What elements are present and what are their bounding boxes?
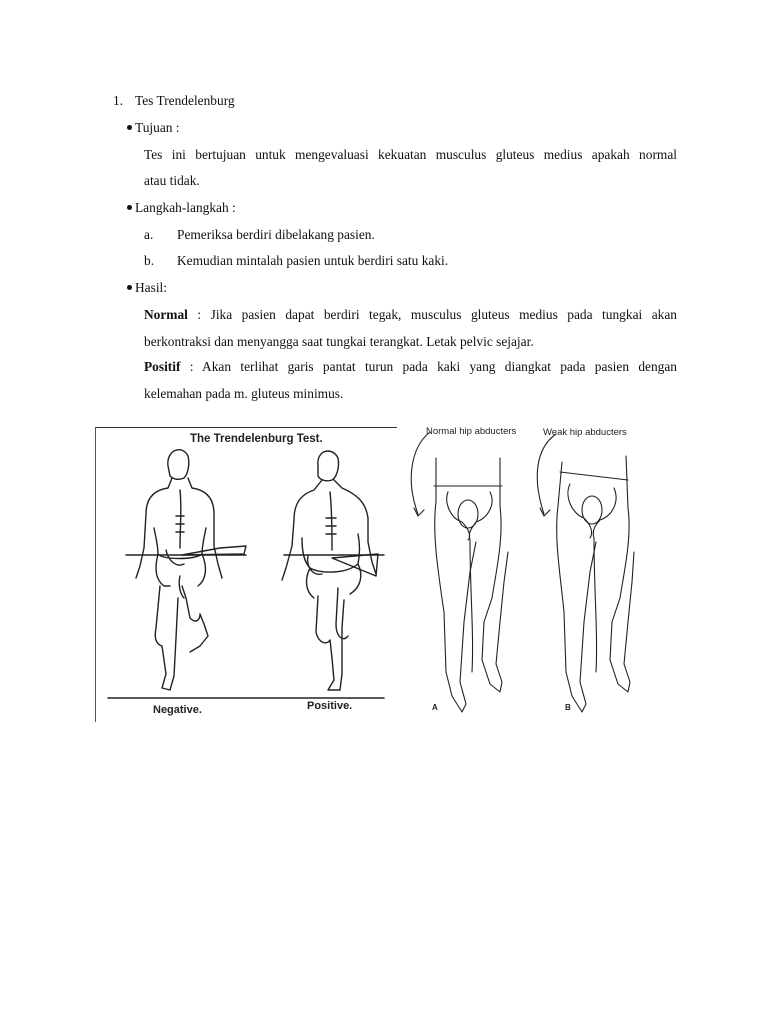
trendelenburg-figure bbox=[95, 427, 397, 722]
bullet-dot-icon bbox=[127, 285, 132, 290]
label-negative: Negative. bbox=[153, 704, 202, 716]
hip-abducters-figure bbox=[404, 422, 648, 722]
normal-term: Normal bbox=[144, 307, 188, 322]
arrow-weak bbox=[537, 434, 556, 514]
tujuan-line-2: atau tidak. bbox=[144, 173, 200, 188]
hasil-label: Hasil: bbox=[135, 280, 167, 295]
arrow-normal bbox=[411, 432, 430, 514]
tujuan-line-1: Tes ini bertujuan untuk mengevaluasi kekuatan musculus gluteus medius apakah normal bbox=[144, 147, 677, 162]
normal-line-1 bbox=[144, 306, 677, 323]
positif-line-1 bbox=[144, 358, 677, 375]
panel-a-label: A bbox=[432, 703, 438, 712]
positif-text-1: : Akan terlihat garis pantat turun pada kaki yang diangkat pada pasien dengan bbox=[189, 359, 677, 374]
label-normal-hip: Normal hip abducters bbox=[426, 426, 517, 437]
negative-figure-drawing bbox=[136, 450, 222, 690]
figure-title: The Trendelenburg Test. bbox=[190, 433, 323, 445]
positif-line-2: kelemahan pada m. gluteus minimus. bbox=[144, 386, 344, 401]
trendelenburg-illustration bbox=[96, 428, 397, 722]
bullet-dot-icon bbox=[127, 125, 132, 130]
langkah-marker-b: b. bbox=[144, 253, 155, 268]
langkah-label: Langkah-langkah : bbox=[135, 200, 236, 215]
bullet-hasil bbox=[127, 279, 167, 296]
hip-abducters-illustration bbox=[404, 422, 648, 722]
positif-term: Positif bbox=[144, 359, 181, 374]
label-weak-hip: Weak hip abducters bbox=[543, 427, 627, 438]
normal-line-2: berkontraksi dan menyangga saat tungkai terangkat. Letak pelvic sejajar. bbox=[144, 334, 534, 349]
section-title: Tes Trendelenburg bbox=[135, 93, 235, 108]
langkah-item-a: Pemeriksa berdiri dibelakang pasien. bbox=[177, 227, 375, 242]
langkah-marker-a: a. bbox=[144, 227, 154, 242]
section-number: 1. bbox=[113, 93, 124, 108]
panel-b-label: B bbox=[565, 703, 571, 712]
bullet-langkah bbox=[127, 199, 236, 216]
tujuan-label: Tujuan : bbox=[135, 120, 180, 135]
bullet-dot-icon bbox=[127, 205, 132, 210]
normal-text-1: : Jika pasien dapat berdiri tegak, musculus gluteus medius pada tungkai akan bbox=[197, 307, 677, 322]
bullet-tujuan bbox=[127, 119, 180, 136]
label-positive: Positive. bbox=[307, 700, 353, 712]
langkah-item-b: Kemudian mintalah pasien untuk berdiri satu kaki. bbox=[177, 253, 449, 268]
